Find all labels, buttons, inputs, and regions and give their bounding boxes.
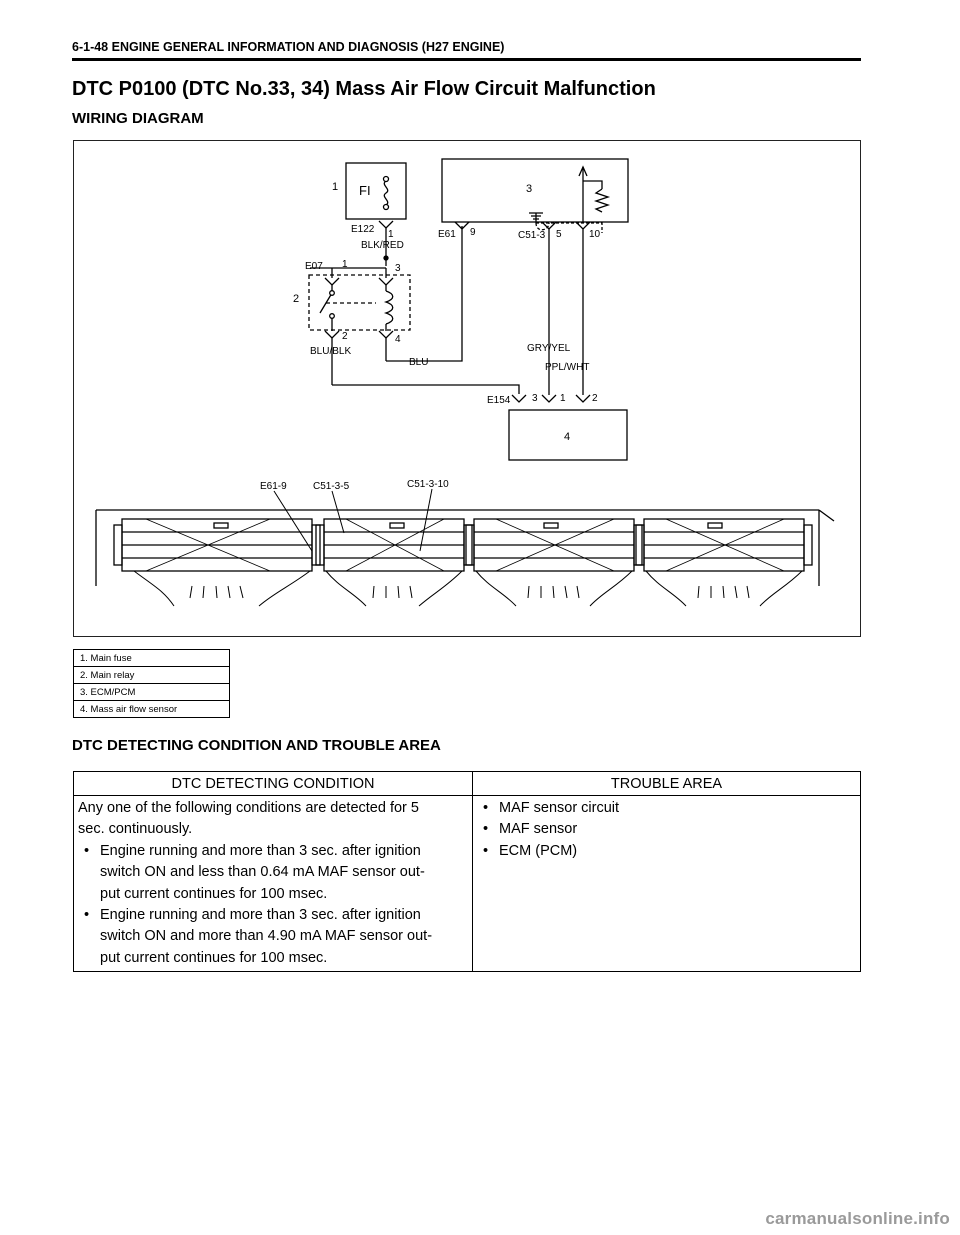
label-blu: BLU [409, 357, 429, 368]
label-e122: E122 [351, 224, 375, 235]
label-blu-blk: BLU/BLK [310, 346, 352, 357]
main-relay-box [309, 275, 410, 330]
label-c51-3: C51-3 [518, 230, 546, 241]
trouble-area-item: • MAF sensor circuit [477, 798, 856, 819]
page-title: DTC P0100 (DTC No.33, 34) Mass Air Flow Circuit Malfunction [72, 78, 656, 100]
label-e154-pin1: 1 [560, 393, 566, 404]
label-ppl-wht: PPL/WHT [545, 362, 590, 373]
label-e122-pin: 1 [388, 229, 394, 240]
label-e61-pin: 9 [470, 227, 476, 238]
ecm-connector-block-3 [466, 519, 642, 571]
condition-item [78, 841, 468, 905]
main-fuse-box [346, 163, 406, 219]
label-relay-num: 2 [293, 293, 300, 305]
label-c51-pin10: 10 [589, 229, 601, 240]
trouble-area-item: • MAF sensor [477, 819, 856, 840]
condition-line: switch ON and less than 0.64 mA MAF sensor out- [100, 864, 425, 881]
label-relay-pin4: 4 [395, 334, 401, 345]
legend-item: 3. ECM/PCM [74, 684, 230, 701]
condition-line: put current continues for 100 msec. [100, 885, 328, 902]
watermark: carmanualsonline.info [765, 1209, 950, 1228]
ecm-connector-block-2 [316, 519, 472, 571]
relay-coil-icon [386, 291, 393, 324]
ecm-connector-block-1 [114, 519, 320, 571]
trouble-area-item: • ECM (PCM) [477, 841, 856, 862]
dtc-col2-header: TROUBLE AREA [473, 772, 861, 796]
label-ecm-num: 3 [526, 183, 533, 195]
label-c51-pin5: 5 [556, 229, 562, 240]
label-fuse-fi: FI [359, 183, 371, 198]
resistor-icon [596, 189, 608, 212]
condition-intro-line: sec. continuously. [78, 821, 193, 838]
dtc-col1-header: DTC DETECTING CONDITION [74, 772, 473, 796]
legend-table [73, 649, 230, 718]
label-e154-pin3: 3 [532, 393, 538, 404]
condition-line: put current continues for 100 msec. [100, 949, 328, 966]
wire-harness-fan [134, 571, 802, 606]
header-rule [72, 58, 861, 61]
label-e61: E61 [438, 229, 456, 240]
wiring-diagram [73, 140, 861, 637]
page-header: 6-1-48 ENGINE GENERAL INFORMATION AND DIAGNOSIS (H27 ENGINE) [72, 40, 505, 54]
legend-item: 4. Mass air flow sensor [74, 701, 230, 718]
condition-line: • Engine running and more than 3 sec. after ignition [100, 842, 421, 859]
wiring-diagram-heading: WIRING DIAGRAM [72, 110, 204, 127]
label-callout-c51-3-5: C51-3-5 [313, 481, 350, 492]
label-fuse-num: 1 [332, 181, 339, 193]
label-e154: E154 [487, 395, 511, 406]
label-callout-c51-3-10: C51-3-10 [407, 479, 449, 490]
dtc-heading: DTC DETECTING CONDITION AND TROUBLE AREA [72, 737, 441, 754]
condition-line: switch ON and more than 4.90 mA MAF sensor out- [100, 928, 433, 945]
label-blk-red: BLK/RED [361, 240, 404, 251]
legend-item: 1. Main fuse [74, 650, 230, 667]
label-e07: E07 [305, 261, 323, 272]
label-relay-pin1: 1 [342, 259, 348, 270]
label-gry-yel: GRY/YEL [527, 343, 571, 354]
label-callout-e61-9: E61-9 [260, 481, 287, 492]
ecm-connector-block-4 [636, 519, 812, 571]
label-maf-num: 4 [564, 431, 571, 443]
label-e154-pin2: 2 [592, 393, 598, 404]
dtc-condition-cell [74, 796, 473, 972]
label-relay-pin3: 3 [395, 263, 401, 274]
fuse-element-icon [384, 181, 387, 205]
legend-item: 2. Main relay [74, 667, 230, 684]
wiring-diagram-svg [74, 141, 860, 636]
dtc-table [73, 771, 861, 972]
label-relay-pin2: 2 [342, 331, 348, 342]
condition-line: • Engine running and more than 3 sec. after ignition [100, 907, 421, 924]
condition-item [78, 905, 468, 969]
dtc-trouble-area-cell [473, 796, 861, 972]
condition-intro-line: Any one of the following conditions are detected for 5 [78, 800, 419, 816]
